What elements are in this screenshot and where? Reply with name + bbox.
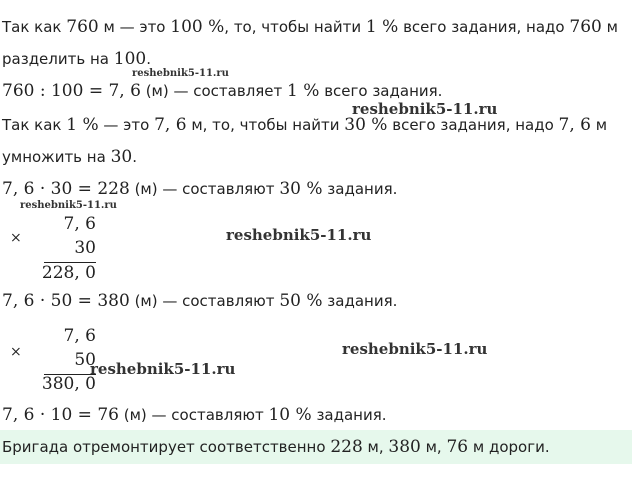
math: 7, 6 · 30 = 228	[2, 179, 130, 199]
paragraph-3	[2, 114, 607, 136]
math: 30 %	[279, 179, 323, 199]
math: 7, 6	[154, 115, 187, 135]
math: 100 %	[170, 17, 225, 37]
text: умножить на	[2, 148, 111, 166]
multiplicand: 7, 6	[63, 326, 96, 346]
text: задания.	[322, 180, 398, 198]
text: м дороги.	[468, 438, 550, 456]
text: м	[591, 116, 608, 134]
text: (м) — составляют	[129, 180, 280, 198]
math: 76	[446, 437, 469, 457]
math: 7, 6 · 50 = 380	[2, 291, 130, 311]
paragraph-2	[2, 80, 442, 102]
paragraph-4	[2, 178, 397, 200]
column-multiplication-1	[0, 212, 110, 292]
product: 228, 0	[41, 263, 96, 283]
text: м, то, чтобы найти	[186, 116, 345, 134]
paragraph-5	[2, 290, 397, 312]
math: 30 %	[344, 115, 388, 135]
text: (м) — составляют	[118, 406, 269, 424]
watermark: reshebnik5-11.ru	[352, 100, 498, 118]
paragraph-1	[2, 16, 618, 38]
text: разделить на	[2, 50, 114, 68]
multiply-sign: ×	[10, 344, 22, 360]
text: м — это	[98, 18, 171, 36]
text: Так как	[2, 116, 67, 134]
math: 100	[113, 49, 147, 69]
multiplicand: 7, 6	[63, 214, 96, 234]
watermark: reshebnik5-11.ru	[226, 226, 372, 244]
text: всего задания, надо	[398, 18, 570, 36]
paragraph-1-continued	[2, 48, 151, 70]
watermark: reshebnik5-11.ru	[90, 360, 236, 378]
text: — это	[98, 116, 155, 134]
math: 7, 6 · 10 = 76	[2, 405, 119, 425]
math: 30	[110, 147, 133, 167]
text: (м) — составляет	[140, 82, 288, 100]
text: , то, чтобы найти	[224, 18, 366, 36]
text: м,	[420, 438, 447, 456]
text: задания.	[322, 292, 398, 310]
watermark: reshebnik5-11.ru	[132, 68, 229, 79]
text: Так как	[2, 18, 67, 36]
product: 380, 0	[41, 374, 96, 394]
math: 228	[330, 437, 363, 457]
text: .	[132, 148, 137, 166]
watermark: reshebnik5-11.ru	[20, 200, 117, 211]
text: (м) — составляют	[129, 292, 280, 310]
math: 760 : 100 = 7, 6	[2, 81, 141, 101]
paragraph-3-continued	[2, 146, 137, 168]
text: м,	[362, 438, 389, 456]
math: 10 %	[268, 405, 312, 425]
math: 1 %	[287, 81, 320, 101]
text: всего задания, надо	[387, 116, 559, 134]
text: Бригада отремонтирует соответственно	[2, 438, 331, 456]
text: .	[146, 50, 151, 68]
text: задания.	[311, 406, 387, 424]
paragraph-6	[2, 404, 387, 426]
text: всего задания.	[319, 82, 443, 100]
math: 380	[388, 437, 421, 457]
math: 760	[569, 17, 602, 37]
multiplier: 30	[74, 238, 96, 258]
multiply-sign: ×	[10, 230, 22, 246]
math: 7, 6	[558, 115, 591, 135]
math: 50 %	[279, 291, 323, 311]
math: 760	[66, 17, 99, 37]
math: 1 %	[66, 115, 99, 135]
answer-line	[2, 436, 550, 458]
watermark: reshebnik5-11.ru	[342, 340, 488, 358]
math: 1 %	[365, 17, 399, 37]
multiplier: 50	[74, 350, 96, 370]
text: м	[601, 18, 618, 36]
